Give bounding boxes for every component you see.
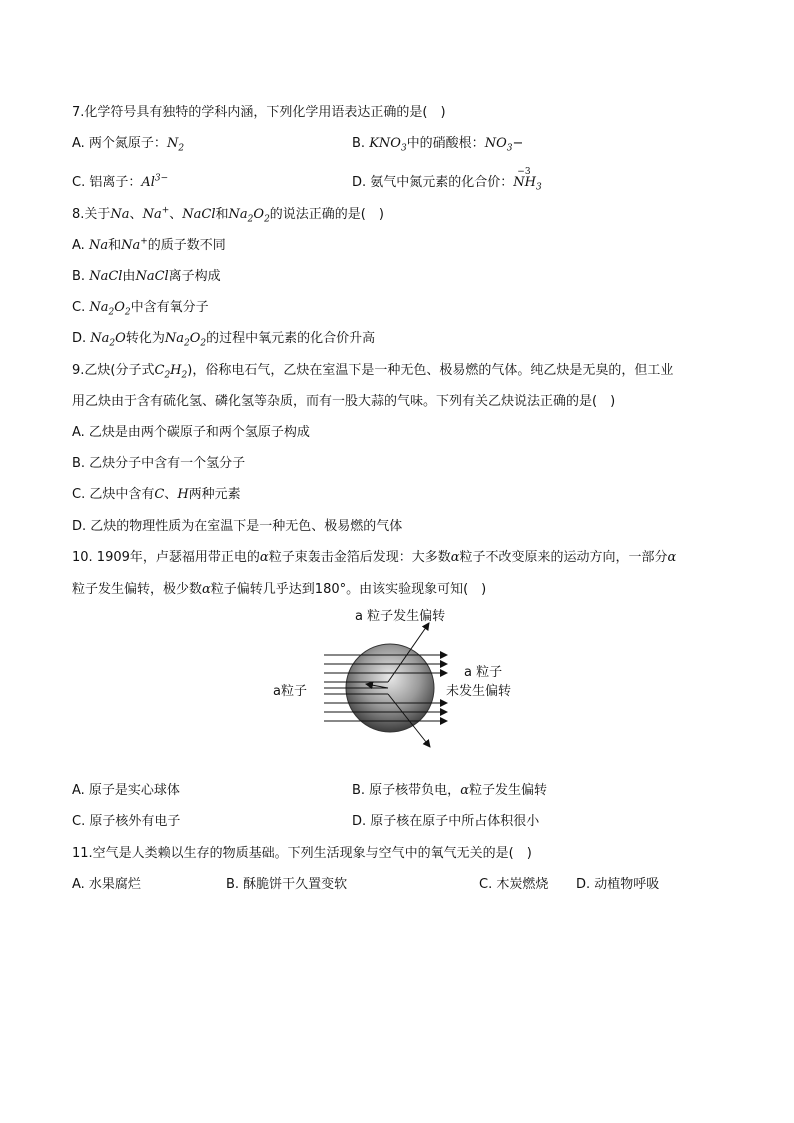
q7-option-c: C. 铝离子：$Al^{3-}$ (72, 173, 169, 190)
label-undeflected-1: a 粒子 (464, 665, 503, 680)
label-undeflected-2: 未发生偏转 (446, 684, 512, 699)
q11-stem: 11.空气是人类赖以生存的物质基础。下列生活现象与空气中的氧气无关的是( ) (72, 846, 532, 861)
q9-stem-line1: 9.乙炔(分子式$C_2H_2$)，俗称电石气，乙炔在室温下是一种无色、极易燃的气体。纯乙炔是无臭的，但工业 (72, 363, 674, 381)
q10-option-c: C. 原子核外有电子 (72, 814, 181, 829)
q11-option-c: C. 木炭燃烧 (479, 877, 549, 892)
q7-stem: 7.化学符号具有独特的学科内涵，下列化学用语表达正确的是( ) (72, 105, 446, 120)
q9-option-a: A. 乙炔是由两个碳原子和两个氢原子构成 (72, 425, 310, 440)
q10-option-b: B. 原子核带负电，α粒子发生偏转 (352, 783, 547, 798)
label-alpha-incoming: a粒子 (273, 684, 307, 699)
q8-option-d: D. $Na_2O$转化为$Na_2O_2$的过程中氧元素的化合价升高 (72, 331, 376, 349)
q10-option-a: A. 原子是实心球体 (72, 783, 180, 798)
q8-option-c: C. $Na_2O_2$中含有氧分子 (72, 300, 209, 318)
q7-option-a: A. 两个氮原子：$N_2$ (72, 136, 185, 154)
q8-stem: 8.关于Na、Na+、NaCl和$Na_2O_2$的说法正确的是( ) (72, 205, 384, 225)
q7-option-b: B. $KNO_3$中的硝酸根：$NO_3-$ (352, 136, 524, 154)
q10-stem-line2: 粒子发生偏转，极少数α粒子偏转几乎达到180°。由该实验现象可知( ) (72, 582, 487, 597)
q9-option-b: B. 乙炔分子中含有一个氢分子 (72, 456, 246, 471)
q9-option-d: D. 乙炔的物理性质为在室温下是一种无色、极易燃的气体 (72, 519, 403, 534)
q10-option-d: D. 原子核在原子中所占体积很小 (352, 814, 540, 829)
rutherford-experiment-diagram (260, 600, 540, 760)
q11-option-b: B. 酥脆饼干久置变软 (226, 877, 348, 892)
q10-stem-line1: 10. 1909年，卢瑟福用带正电的α粒子束轰击金箔后发现：大多数α粒子不改变原来的运动方向，一部分α (72, 550, 677, 565)
q11-option-d: D. 动植物呼吸 (576, 877, 660, 892)
label-deflected: a 粒子发生偏转 (355, 609, 446, 624)
q8-option-b: B. NaCl由NaCl离子构成 (72, 269, 221, 284)
q7-option-d: D. 氨气中氮元素的化合价： −3 $NH_3$ (352, 167, 542, 193)
q9-option-c: C. 乙炔中含有C、H两种元素 (72, 487, 241, 502)
q11-option-a: A. 水果腐烂 (72, 877, 141, 892)
q9-stem-line2: 用乙炔由于含有硫化氢、磷化氢等杂质，而有一股大蒜的气味。下列有关乙炔说法正确的是( ) (72, 394, 616, 409)
q8-option-a: A. Na和Na+的质子数不同 (72, 236, 226, 253)
